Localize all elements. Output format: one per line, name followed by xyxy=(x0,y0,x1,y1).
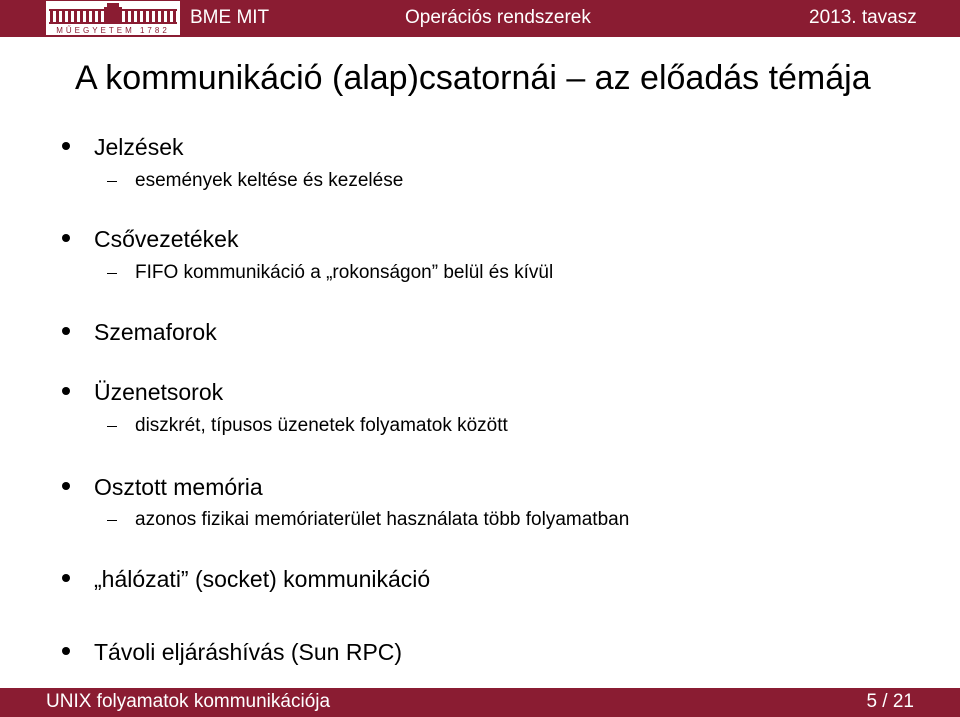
bullet-dot-icon xyxy=(62,234,70,242)
slide-title: A kommunikáció (alap)csatornái – az előadás témája xyxy=(75,59,871,97)
bullet-dot-icon xyxy=(62,574,70,582)
footer-title: UNIX folyamatok kommunikációja xyxy=(46,691,331,712)
bullet-dot-icon xyxy=(62,482,70,490)
footer-bar xyxy=(0,688,960,717)
dash-icon xyxy=(107,520,117,521)
header-institution: BME MIT xyxy=(190,7,270,28)
header-course: Operációs rendszerek xyxy=(405,7,591,28)
header-bar xyxy=(0,0,960,37)
bullet-text: Jelzések xyxy=(94,134,184,160)
bullet-dot-icon xyxy=(62,647,70,655)
dash-icon xyxy=(107,426,117,427)
university-logo xyxy=(46,1,180,35)
bullet-text: „hálózati” (socket) kommunikáció xyxy=(94,566,431,592)
bullet-text: Csővezetékek xyxy=(94,226,239,252)
header-term: 2013. tavasz xyxy=(809,7,917,28)
bullet-text: Osztott memória xyxy=(94,474,263,500)
svg-text:MŰEGYETEM 1782: MŰEGYETEM 1782 xyxy=(56,26,170,35)
page-number: 5 / 21 xyxy=(866,691,914,712)
dash-icon xyxy=(107,181,117,182)
sub-text: FIFO kommunikáció a „rokonságon” belül és kívül xyxy=(135,262,554,283)
dash-icon xyxy=(107,273,117,274)
bullet-dot-icon xyxy=(62,327,70,335)
bullet-dot-icon xyxy=(62,142,70,150)
bullet-text: Üzenetsorok xyxy=(94,379,224,405)
sub-text: azonos fizikai memóriaterület használata több folyamatban xyxy=(135,509,630,530)
bullet-dot-icon xyxy=(62,387,70,395)
sub-text: diszkrét, típusos üzenetek folyamatok között xyxy=(135,415,508,436)
bullet-text: Szemaforok xyxy=(94,319,217,345)
bullet-text: Távoli eljáráshívás (Sun RPC) xyxy=(94,639,403,665)
sub-text: események keltése és kezelése xyxy=(135,170,404,191)
